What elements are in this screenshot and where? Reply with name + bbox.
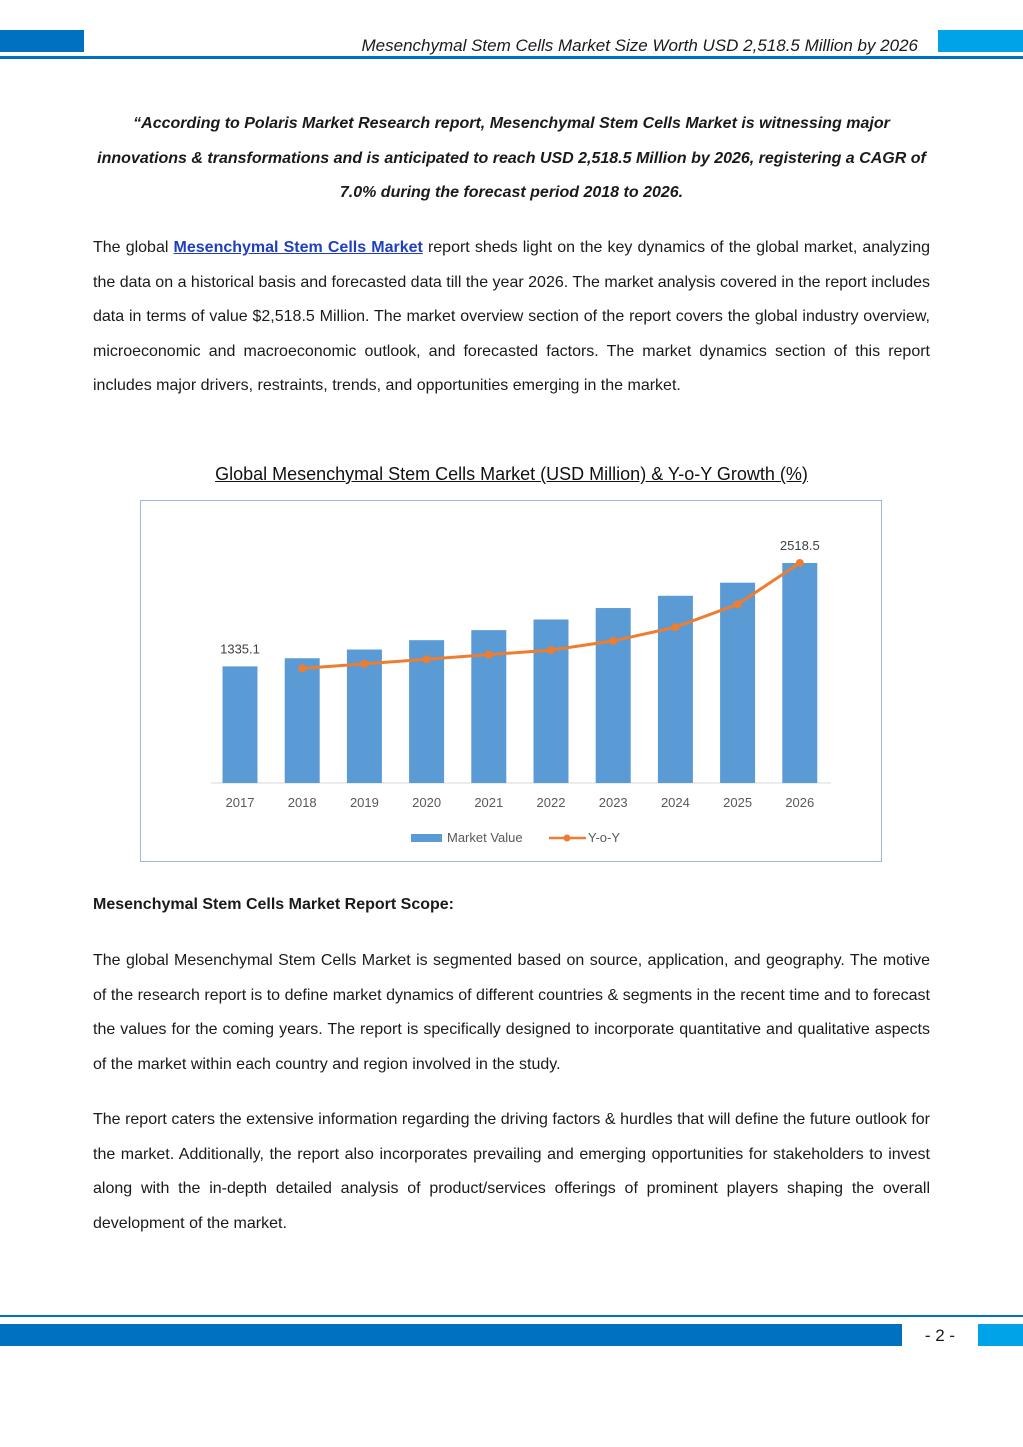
- yoy-point-2023: [609, 637, 617, 645]
- footer-bar: [0, 1324, 902, 1346]
- bar-2019: [347, 650, 382, 783]
- footer-accent-right: [978, 1324, 1023, 1346]
- yoy-point-2018: [298, 664, 306, 672]
- x-tick-2022: 2022: [536, 795, 566, 810]
- x-tick-2023: 2023: [598, 795, 628, 810]
- market-chart: [140, 500, 882, 862]
- page-header-title: Mesenchymal Stem Cells Market Size Worth USD 2,518.5 Million by 2026: [361, 36, 918, 55]
- yoy-point-2025: [734, 600, 742, 608]
- chart-canvas: [141, 501, 881, 861]
- intro-rest: report sheds light on the key dynamics of the global market, analyzing the data on a historical basis and forecasted data till the year 2026. The market analysis covered in the report includes data in terms of value $2,518.5 Million. The market overview section of the report covers the global industry overview, microeconomic and macroeconomic outlook, and forecasted factors. The market dynamics section of this report includes major drivers, restraints, trends, and opportunities emerging in the market.: [93, 239, 931, 394]
- data-label-2017: 1335.1: [220, 641, 260, 657]
- chart-legend: [411, 830, 620, 845]
- yoy-point-2020: [423, 655, 431, 663]
- legend-marker-yoy: [564, 835, 571, 842]
- bar-2025: [720, 583, 755, 783]
- market-report-link[interactable]: Mesenchymal Stem Cells Market: [173, 239, 423, 256]
- bar-2023: [596, 608, 631, 783]
- bar-2026: [782, 563, 817, 783]
- data-label-2026: 2518.5: [779, 538, 820, 553]
- report-quote: “According to Polaris Market Research report, Mesenchymal Stem Cells Market is witnessing major innovations & transformations and is anticipated to reach USD 2,518.5 Million by 2026, registering a CAGR of 7.0% during the forecast period 2018 to 2026.: [97, 115, 926, 201]
- x-tick-labels: [226, 795, 815, 810]
- header-rule: [0, 56, 1023, 59]
- x-tick-2024: 2024: [660, 795, 690, 810]
- scope-heading: Mesenchymal Stem Cells Market Report Scope:: [93, 896, 455, 913]
- header-accent-right: [938, 30, 1023, 52]
- x-tick-2020: 2020: [412, 795, 442, 810]
- bar-series: [223, 563, 818, 783]
- yoy-point-2024: [671, 623, 679, 631]
- chart-heading: Global Mesenchymal Stem Cells Market (USD Million) & Y-o-Y Growth (%): [215, 464, 808, 484]
- bar-2017: [223, 666, 258, 783]
- x-tick-2021: 2021: [474, 795, 504, 810]
- x-tick-2018: 2018: [287, 795, 317, 810]
- intro-lead: The global: [93, 239, 174, 256]
- legend-label-market-value: Market Value: [447, 830, 523, 845]
- x-tick-2019: 2019: [349, 795, 379, 810]
- x-tick-2026: 2026: [785, 795, 815, 810]
- yoy-point-2022: [547, 646, 555, 654]
- intro-paragraph: [93, 231, 930, 404]
- footer-rule: [0, 1315, 1023, 1317]
- legend-label-yoy: Y-o-Y: [588, 830, 621, 845]
- legend-swatch-market-value: [411, 834, 442, 842]
- yoy-point-2021: [485, 651, 493, 659]
- x-tick-2025: 2025: [723, 795, 753, 810]
- scope-paragraph-2: The report caters the extensive information regarding the driving factors & hurdles that will define the future outlook for the market. Additionally, the report also incorporates prevailing and emerging opportunities for stakeholders to invest along with the in-depth detailed analysis of product/services offerings of prominent players shaping the overall development of the market.: [93, 1111, 930, 1232]
- x-tick-2017: 2017: [225, 795, 255, 810]
- bar-2018: [285, 658, 320, 783]
- bar-2022: [534, 619, 569, 783]
- yoy-point-2019: [360, 660, 368, 668]
- yoy-point-2026: [796, 559, 804, 567]
- page-number: - 2 -: [924, 1326, 956, 1345]
- scope-paragraph-1: The global Mesenchymal Stem Cells Market is segmented based on source, application, and geography. The motive of the research report is to define market dynamics of different countries & segments in the recent time and to forecast the values for the coming years. The report is specifically designed to incorporate quantitative and qualitative aspects of the market within each country and region involved in the study.: [93, 952, 930, 1073]
